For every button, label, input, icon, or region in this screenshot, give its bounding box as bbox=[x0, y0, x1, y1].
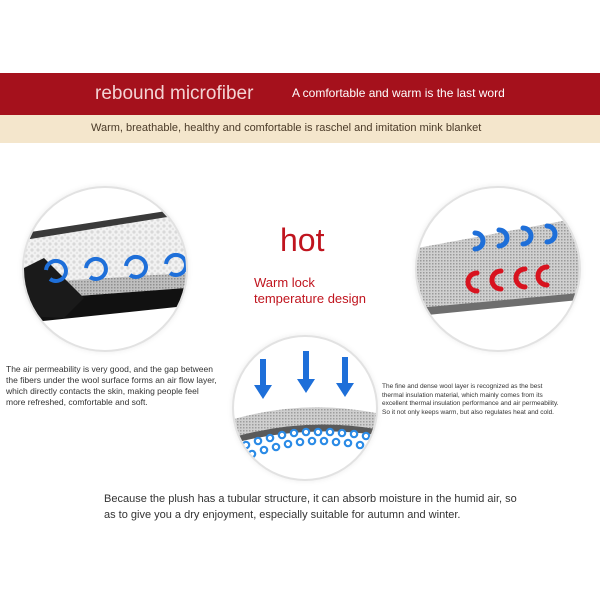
moisture-illustration bbox=[232, 335, 378, 481]
moisture-description: Because the plush has a tubular structure, it can absorb moisture in the humid air, so as to give you a dry enjoyment, especially suitable for autumn and winter. bbox=[104, 493, 517, 521]
hot-heading: hot bbox=[280, 222, 325, 258]
insulation-illustration bbox=[415, 186, 581, 352]
sub-banner bbox=[0, 115, 600, 143]
insulation-description: The fine and dense wool layer is recognized as the best thermal insulation material, which mainly comes from its excellent thermal insulation performance and air permeability. So it not only keeps warm, but also regulates heat and cold. bbox=[382, 383, 559, 416]
feature-label: Warm lock temperature design bbox=[254, 275, 367, 306]
fabric-layers-diagram bbox=[24, 188, 186, 350]
banner-tagline: A comfortable and warm is the last word bbox=[292, 86, 505, 100]
moisture-diagram bbox=[234, 337, 376, 479]
header-banner bbox=[0, 73, 600, 115]
banner-title: rebound microfiber bbox=[95, 83, 254, 104]
sub-banner-text: Warm, breathable, healthy and comfortable is raschel and imitation mink blanket bbox=[91, 122, 482, 134]
down-arrow-icon bbox=[254, 351, 354, 399]
airflow-description: The air permeability is very good, and the gap between the fibers under the wool surface forms an air flow layer, which directly contacts the skin, making people feel more refreshed, comfortable and soft. bbox=[6, 364, 217, 407]
insulation-diagram bbox=[417, 188, 579, 350]
airflow-illustration bbox=[22, 186, 188, 352]
